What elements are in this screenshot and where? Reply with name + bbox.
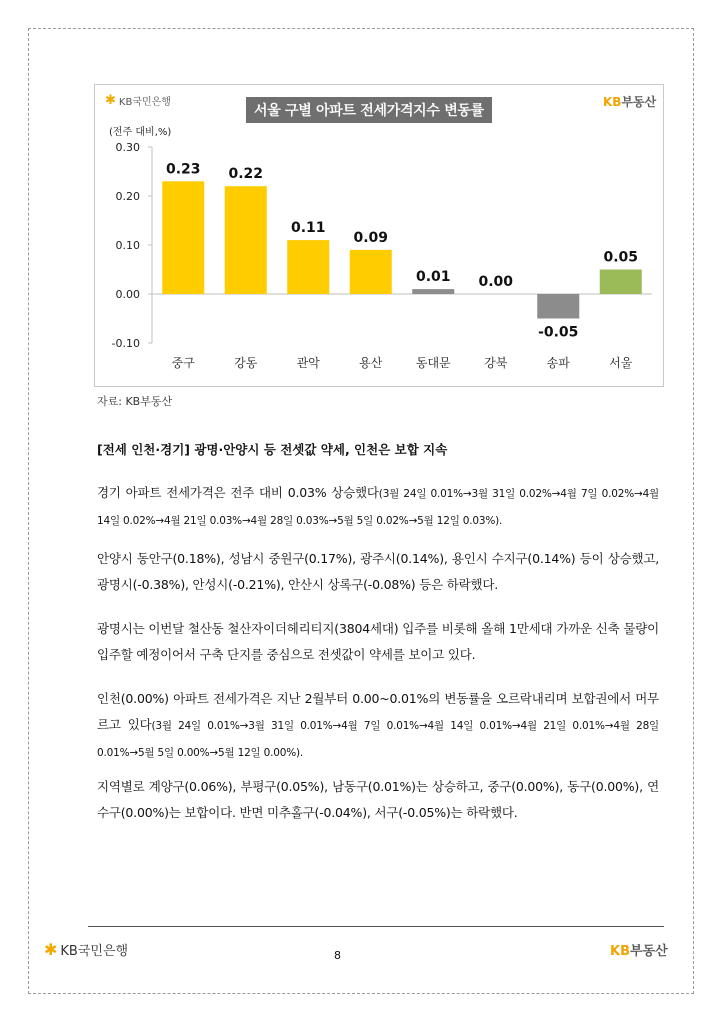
bar xyxy=(600,270,642,295)
data-label: -0.05 xyxy=(538,324,579,341)
footer-kb-bank-logo: ✱ KB국민은행 xyxy=(44,940,129,959)
page-number: 8 xyxy=(334,949,341,962)
data-label: 0.23 xyxy=(165,161,201,178)
bar-chart xyxy=(95,85,665,388)
kb-star-icon: ✱ xyxy=(105,93,116,108)
bar xyxy=(225,186,267,294)
y-tick-label: 0.30 xyxy=(115,141,140,154)
category-label: 관악 xyxy=(296,356,320,370)
kb-land-logo: KB부동산 xyxy=(603,95,657,109)
category-label: 강동 xyxy=(234,356,258,370)
data-label: 0.22 xyxy=(228,166,264,183)
y-tick-label: 0.10 xyxy=(115,239,140,252)
data-label: 0.05 xyxy=(603,249,639,266)
category-label: 용산 xyxy=(359,356,383,370)
section-heading: [전세 인천·경기] 광명·안양시 등 전셋값 약세, 인천은 보합 지속 xyxy=(97,442,448,457)
kb-bank-logo: ✱ KB국민은행 xyxy=(105,93,171,108)
bar xyxy=(287,240,329,294)
paragraph-anyang: 안양시 동안구(0.18%), 성남시 중원구(0.17%), 광주시(0.14%), 용인시 수지구(0.14%) 등이 상승했고, 광명시(-0.38%), 안성시(-0.21%), 안산시 상록구(-0.08%) 등은 하락했다. xyxy=(97,551,659,592)
category-label: 중구 xyxy=(171,356,195,370)
category-label: 동대문 xyxy=(415,356,451,370)
y-tick-label: 0.00 xyxy=(115,288,140,301)
y-tick-label: 0.20 xyxy=(115,190,140,203)
chart-panel xyxy=(94,84,664,387)
bar xyxy=(350,250,392,294)
paragraph-gyeonggi: 경기 아파트 전세가격은 전주 대비 0.03% 상승했다(3월 24일 0.01%→3월 31일 0.02%→4월 7일 0.02%→4월 14일 0.02%→4월 21일 0.03%→4월 28일 0.03%→5월 5일 0.02%→5월 12일 0.03%). xyxy=(97,485,659,527)
bar xyxy=(162,181,204,294)
data-label: 0.09 xyxy=(353,229,389,246)
paragraph-regions: 지역별로 계양구(0.06%), 부평구(0.05%), 남동구(0.01%)는 상승하고, 중구(0.00%), 동구(0.00%), 연수구(0.00%)는 보합이다. 반면 미추홀구(-0.04%), 서구(-0.05%)는 하락했다. xyxy=(97,779,659,820)
category-label: 강북 xyxy=(484,356,508,370)
chart-title: 서울 구별 아파트 전세가격지수 변동률 xyxy=(246,97,492,123)
data-label: 0.00 xyxy=(478,274,514,290)
y-tick-label: -0.10 xyxy=(111,337,140,350)
paragraph-incheon: 인천(0.00%) 아파트 전세가격은 지난 2월부터 0.00~0.01%의 변동률을 오르락내리며 보합권에서 머무르고 있다(3월 24일 0.01%→3월 31일 0.01%→4월 7일 0.01%→4월 14일 0.01%→4월 21일 0.01%→4월 28일 0.01%→5월 5일 0.00%→5월 12일 0.00%). xyxy=(97,691,659,759)
category-label: 송파 xyxy=(546,356,570,370)
footer-divider xyxy=(88,926,664,927)
data-label: 0.01 xyxy=(415,269,451,286)
footer-kb-land-logo: KB부동산 xyxy=(610,944,668,959)
paragraph-gwangmyeong: 광명시는 이번달 철산동 철산자이더헤리티지(3804세대) 입주를 비롯해 올해 1만세대 가까운 신축 물량이 입주할 예정이어서 구축 단지를 중심으로 전셋값이 약세를 보이고 있다. xyxy=(97,621,659,662)
chart-unit-label: (전주 대비,%) xyxy=(109,127,172,138)
bar xyxy=(537,294,579,319)
source-note: 자료: KB부동산 xyxy=(97,395,173,408)
category-label: 서울 xyxy=(609,356,633,370)
data-label: 0.11 xyxy=(290,220,326,237)
footer-kb-star-icon: ✱ xyxy=(44,940,58,959)
bar xyxy=(412,289,454,294)
